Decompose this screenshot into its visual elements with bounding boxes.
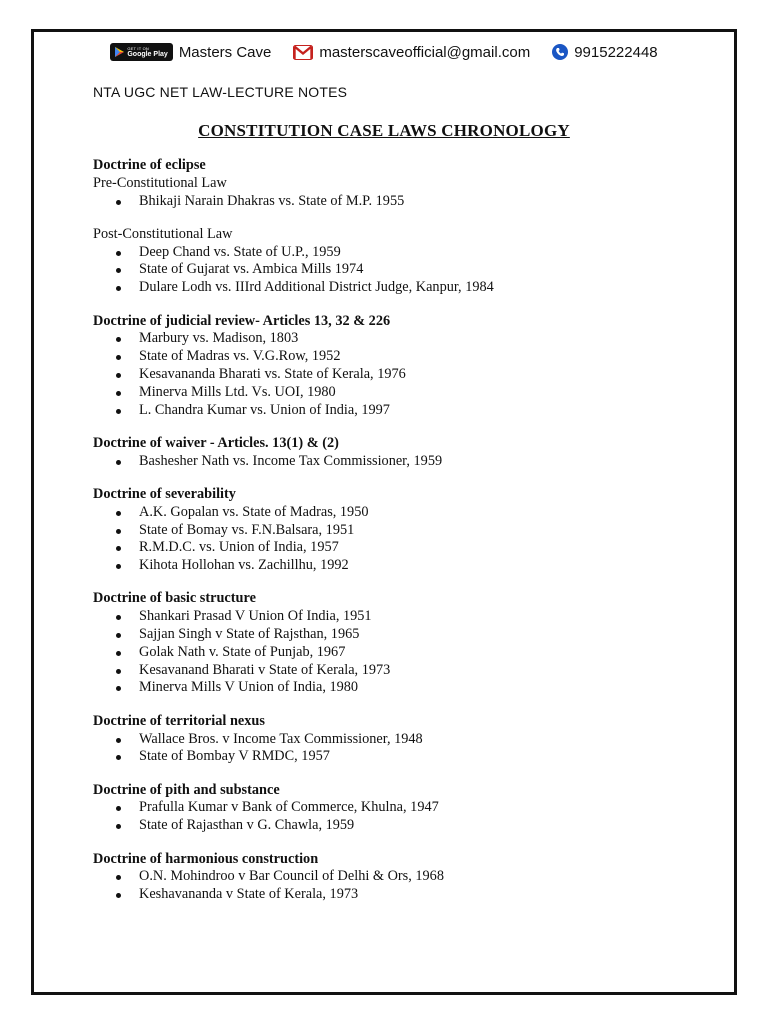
case-list <box>93 193 713 211</box>
case-list <box>93 244 713 297</box>
doctrine-section <box>93 313 713 420</box>
google-play-badge[interactable] <box>110 43 172 61</box>
case-list-item: Minerva Mills V Union of India, 1980 <box>93 679 713 697</box>
case-list <box>93 799 713 835</box>
case-list-item: L. Chandra Kumar vs. Union of India, 1997 <box>93 402 713 420</box>
doctrine-section <box>93 590 713 697</box>
document-title: CONSTITUTION CASE LAWS CHRONOLOGY <box>198 121 570 140</box>
case-list <box>93 608 713 697</box>
doctrine-title: Doctrine of pith and substance <box>93 781 280 798</box>
case-list-item: Kesavanand Bharati v State of Kerala, 1973 <box>93 662 713 680</box>
case-list <box>93 868 713 904</box>
doctrine-section <box>93 713 713 766</box>
case-list-item: Keshavananda v State of Kerala, 1973 <box>93 886 713 904</box>
google-play-small-text: GET IT ON <box>127 45 149 51</box>
doctrine-title: Doctrine of harmonious construction <box>93 850 319 867</box>
case-list-item: Bashesher Nath vs. Income Tax Commissioner, 1959 <box>93 453 713 471</box>
doctrine-title: Doctrine of waiver - Articles. 13(1) & (2) <box>93 434 339 451</box>
doctrine-title: Doctrine of judicial review- Articles 13, 32 & 226 <box>93 312 391 329</box>
case-list <box>93 330 713 419</box>
case-list-item: Sajjan Singh v State of Rajsthan, 1965 <box>93 626 713 644</box>
case-list-item: Golak Nath v. State of Punjab, 1967 <box>93 644 713 662</box>
google-play-text: Google Play <box>127 50 168 58</box>
law-period-label: Pre-Constitutional Law <box>93 174 227 191</box>
case-list-item: Shankari Prasad V Union Of India, 1951 <box>93 608 713 626</box>
doctrine-title: Doctrine of severability <box>93 485 236 502</box>
doctrine-title: Doctrine of eclipse <box>93 157 206 173</box>
case-list-item: Kihota Hollohan vs. Zachillhu, 1992 <box>93 557 713 575</box>
brand-name: Masters Cave <box>178 43 272 61</box>
case-list-item: State of Bomay vs. F.N.Balsara, 1951 <box>93 522 713 540</box>
doctrine-section <box>93 157 713 210</box>
case-list <box>93 731 713 767</box>
case-list <box>93 453 713 471</box>
gmail-icon <box>293 45 313 60</box>
case-list-item: Minerva Mills Ltd. Vs. UOI, 1980 <box>93 384 713 402</box>
case-list-item: Prafulla Kumar v Bank of Commerce, Khulna, 1947 <box>93 799 713 817</box>
email-address[interactable]: masterscaveofficial@gmail.com <box>319 43 531 61</box>
case-list-item: State of Gujarat vs. Ambica Mills 1974 <box>93 261 713 279</box>
doctrine-section <box>93 486 713 575</box>
case-list-item: State of Madras vs. V.G.Row, 1952 <box>93 348 713 366</box>
phone-icon <box>552 44 568 60</box>
case-law-list <box>93 157 713 919</box>
case-list-item: Marbury vs. Madison, 1803 <box>93 330 713 348</box>
header-contact-bar <box>0 41 768 63</box>
case-list-item: R.M.D.C. vs. Union of India, 1957 <box>93 539 713 557</box>
doctrine-section <box>93 226 713 297</box>
case-list-item: A.K. Gopalan vs. State of Madras, 1950 <box>93 504 713 522</box>
email-group <box>293 44 530 61</box>
phone-group <box>552 44 657 61</box>
doctrine-section <box>93 851 713 904</box>
case-list-item: Bhikaji Narain Dhakras vs. State of M.P. 1955 <box>93 193 713 211</box>
phone-number[interactable]: 9915222448 <box>574 43 658 61</box>
case-list-item: Deep Chand vs. State of U.P., 1959 <box>93 244 713 262</box>
doctrine-section <box>93 435 713 471</box>
case-list <box>93 504 713 575</box>
case-list-item: State of Rajasthan v G. Chawla, 1959 <box>93 817 713 835</box>
doctrine-section <box>93 782 713 835</box>
doctrine-title: Doctrine of territorial nexus <box>93 712 265 729</box>
case-list-item: Wallace Bros. v Income Tax Commissioner, 1948 <box>93 731 713 749</box>
play-triangle-icon <box>115 47 124 57</box>
case-list-item: Kesavananda Bharati vs. State of Kerala, 1976 <box>93 366 713 384</box>
case-list-item: O.N. Mohindroo v Bar Council of Delhi & Ors, 1968 <box>93 868 713 886</box>
doctrine-title: Doctrine of basic structure <box>93 590 256 607</box>
lecture-notes-label: NTA UGC NET LAW-LECTURE NOTES <box>93 84 348 100</box>
brand-group <box>110 43 271 61</box>
law-period-label: Post-Constitutional Law <box>93 225 233 242</box>
case-list-item: State of Bombay V RMDC, 1957 <box>93 748 713 766</box>
case-list-item: Dulare Lodh vs. IIIrd Additional District Judge, Kanpur, 1984 <box>93 279 713 297</box>
